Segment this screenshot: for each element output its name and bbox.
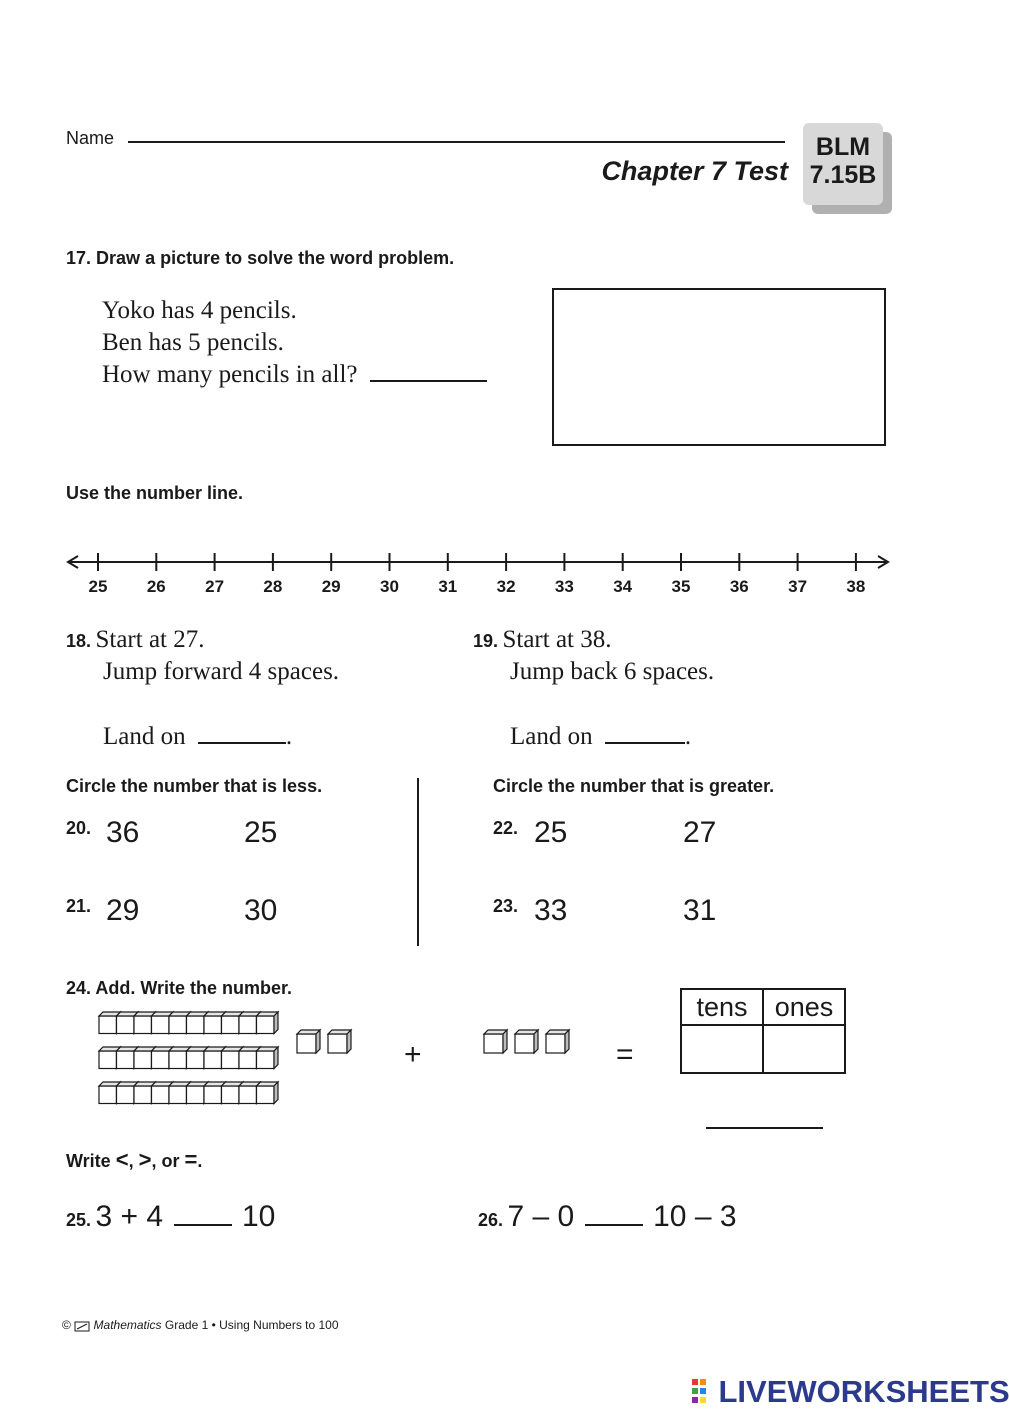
q23-option-b[interactable]: 31 bbox=[683, 894, 717, 927]
ten-rod-1-unit-10 bbox=[257, 1012, 279, 1034]
wordmark-letter: R bbox=[840, 1374, 864, 1409]
q24-answer-blank[interactable] bbox=[706, 1127, 823, 1129]
q17-number: 17. bbox=[66, 248, 92, 268]
wordmark-letter: V bbox=[746, 1374, 767, 1409]
blm-line1: BLM bbox=[815, 133, 871, 161]
q18-land-on: Land on bbox=[103, 723, 186, 750]
q18-land-row bbox=[103, 721, 339, 753]
number-line-label-34: 34 bbox=[613, 577, 633, 596]
book-subtitle: Grade 1 • Using Numbers to 100 bbox=[164, 1318, 339, 1332]
wordmark-letter: K bbox=[863, 1374, 886, 1409]
q18-line2: Jump forward 4 spaces. bbox=[103, 658, 340, 685]
liveworksheets-logo-icon bbox=[692, 1379, 714, 1405]
number-line-label-27: 27 bbox=[205, 577, 225, 596]
q18-number: 18. bbox=[66, 631, 92, 651]
q21-option-a[interactable]: 29 bbox=[106, 894, 140, 927]
wordmark-letter: H bbox=[906, 1374, 929, 1409]
number-line-label-26: 26 bbox=[146, 577, 166, 596]
wordmark-letter: E bbox=[928, 1374, 950, 1409]
q20-option-b[interactable]: 25 bbox=[244, 816, 278, 849]
q19-land-on: Land on bbox=[510, 723, 593, 750]
q21-number: 21. bbox=[66, 896, 92, 916]
q20-number: 20. bbox=[66, 818, 92, 838]
ten-rod-1 bbox=[99, 1012, 278, 1034]
q23-option-a[interactable]: 33 bbox=[534, 894, 568, 927]
q23-row bbox=[493, 896, 518, 917]
chapter-title: Chapter 7 Test bbox=[601, 156, 788, 186]
number-line bbox=[60, 548, 900, 578]
compare-divider bbox=[417, 778, 419, 946]
q19-line2: Jump back 6 spaces. bbox=[510, 658, 715, 685]
ones-header: ones bbox=[763, 989, 845, 1025]
footer-credit bbox=[62, 1318, 339, 1332]
symbols-or: , or bbox=[151, 1151, 180, 1171]
q26-number: 26. bbox=[478, 1210, 504, 1230]
q17-line3-row bbox=[102, 359, 487, 391]
ten-rod-2 bbox=[99, 1047, 278, 1069]
q21-option-b[interactable]: 30 bbox=[244, 894, 278, 927]
q19-period: . bbox=[684, 723, 692, 750]
q17-line3: How many pencils in all? bbox=[102, 361, 358, 388]
q24-instruction-row bbox=[66, 978, 292, 999]
tens-answer-cell[interactable] bbox=[681, 1025, 763, 1073]
q17-line1: Yoko has 4 pencils. bbox=[102, 297, 297, 324]
q17-instruction: Draw a picture to solve the word problem. bbox=[96, 248, 455, 268]
wordmark-letter: S bbox=[988, 1374, 1010, 1409]
blm-line2: 7.15B bbox=[809, 161, 877, 189]
q25-right-expr: 10 bbox=[241, 1200, 276, 1233]
q20-option-a[interactable]: 36 bbox=[106, 816, 140, 849]
q17-instruction-row bbox=[66, 248, 454, 269]
q26-right-expr: 10 – 3 bbox=[653, 1200, 737, 1233]
q19-line1: Start at 38. bbox=[502, 626, 612, 653]
wordmark-letter: E bbox=[949, 1374, 971, 1409]
q20-row bbox=[66, 818, 91, 839]
name-label: Name bbox=[66, 128, 115, 148]
q24-instruction: Add. Write the number. bbox=[95, 978, 293, 998]
tens-header: tens bbox=[681, 989, 763, 1025]
q26-row bbox=[478, 1200, 737, 1234]
wordmark-letter: E bbox=[766, 1374, 788, 1409]
eq-symbol: = bbox=[184, 1147, 198, 1172]
q19-land-row bbox=[510, 721, 714, 753]
q25-number: 25. bbox=[66, 1210, 92, 1230]
number-line-label-35: 35 bbox=[671, 577, 691, 596]
q19-number: 19. bbox=[473, 631, 499, 651]
number-line-label-36: 36 bbox=[729, 577, 749, 596]
gt-symbol: > bbox=[138, 1147, 152, 1172]
first-unit-cube-1 bbox=[297, 1030, 320, 1053]
q25-left-expr: 3 + 4 bbox=[95, 1200, 164, 1233]
q23-number: 23. bbox=[493, 896, 519, 916]
symbols-instruction-prefix: Write bbox=[66, 1151, 111, 1171]
number-line-label-32: 32 bbox=[496, 577, 516, 596]
wordmark-letter: O bbox=[816, 1374, 841, 1409]
number-line-label-33: 33 bbox=[554, 577, 574, 596]
second-unit-cube-2 bbox=[515, 1030, 538, 1053]
liveworksheets-watermark bbox=[692, 1374, 1010, 1410]
q17-answer-blank[interactable] bbox=[370, 380, 487, 382]
compare-greater-instruction: Circle the number that is greater. bbox=[493, 776, 775, 796]
blm-badge bbox=[803, 123, 883, 205]
q22-option-b[interactable]: 27 bbox=[683, 816, 717, 849]
number-line-label-38: 38 bbox=[846, 577, 866, 596]
q18-block bbox=[66, 624, 339, 753]
number-line-label-25: 25 bbox=[88, 577, 108, 596]
ten-rod-3 bbox=[99, 1082, 278, 1104]
symbols-period: . bbox=[197, 1151, 203, 1171]
number-line-instruction: Use the number line. bbox=[66, 483, 244, 503]
q25-answer-blank[interactable] bbox=[174, 1224, 232, 1226]
number-line-label-37: 37 bbox=[788, 577, 808, 596]
second-unit-cube-3 bbox=[546, 1030, 569, 1053]
ten-rod-3-unit-10 bbox=[257, 1082, 279, 1104]
q19-block bbox=[473, 624, 714, 753]
symbols-instruction bbox=[66, 1147, 202, 1173]
number-line-label-30: 30 bbox=[380, 577, 399, 596]
number-line-label-29: 29 bbox=[321, 577, 341, 596]
q19-answer-blank[interactable] bbox=[605, 742, 685, 744]
compare-less-instruction: Circle the number that is less. bbox=[66, 776, 323, 796]
name-input-line[interactable] bbox=[128, 141, 785, 143]
second-unit-cube-1 bbox=[484, 1030, 507, 1053]
liveworksheets-wordmark bbox=[718, 1374, 1009, 1409]
q22-option-a[interactable]: 25 bbox=[534, 816, 568, 849]
first-unit-cube-2 bbox=[328, 1030, 351, 1053]
wordmark-letter: S bbox=[885, 1374, 907, 1409]
q18-answer-blank[interactable] bbox=[198, 742, 286, 744]
q17-word-problem bbox=[102, 295, 487, 391]
q25-row bbox=[66, 1200, 275, 1234]
book-title: Mathematics bbox=[93, 1318, 162, 1332]
q24-equals-sign: = bbox=[616, 1038, 634, 1071]
wordmark-letter: T bbox=[970, 1374, 989, 1409]
q18-period: . bbox=[285, 723, 293, 750]
wordmark-letter: L bbox=[718, 1374, 738, 1409]
symbols-comma: , bbox=[128, 1151, 134, 1171]
q24-base-ten-blocks bbox=[95, 1008, 595, 1108]
q24-plus-sign: + bbox=[404, 1038, 422, 1071]
copyright-symbol: © bbox=[62, 1318, 71, 1332]
q21-row bbox=[66, 896, 91, 917]
ten-rod-2-unit-10 bbox=[257, 1047, 279, 1069]
q22-number: 22. bbox=[493, 818, 519, 838]
lt-symbol: < bbox=[115, 1147, 129, 1172]
wordmark-letter: W bbox=[787, 1374, 817, 1409]
q17-drawing-box[interactable] bbox=[552, 288, 886, 446]
q17-line2: Ben has 5 pencils. bbox=[102, 329, 284, 356]
q26-answer-blank[interactable] bbox=[585, 1224, 643, 1226]
ones-answer-cell[interactable] bbox=[763, 1025, 845, 1073]
number-line-label-28: 28 bbox=[263, 577, 283, 596]
q22-row bbox=[493, 818, 518, 839]
number-line-label-31: 31 bbox=[438, 577, 458, 596]
q26-left-expr: 7 – 0 bbox=[507, 1200, 575, 1233]
q18-line1: Start at 27. bbox=[95, 626, 205, 653]
q24-place-value-table bbox=[680, 988, 846, 1074]
book-icon bbox=[74, 1320, 90, 1332]
wordmark-letter: I bbox=[737, 1374, 747, 1409]
q24-number: 24. bbox=[66, 978, 92, 998]
